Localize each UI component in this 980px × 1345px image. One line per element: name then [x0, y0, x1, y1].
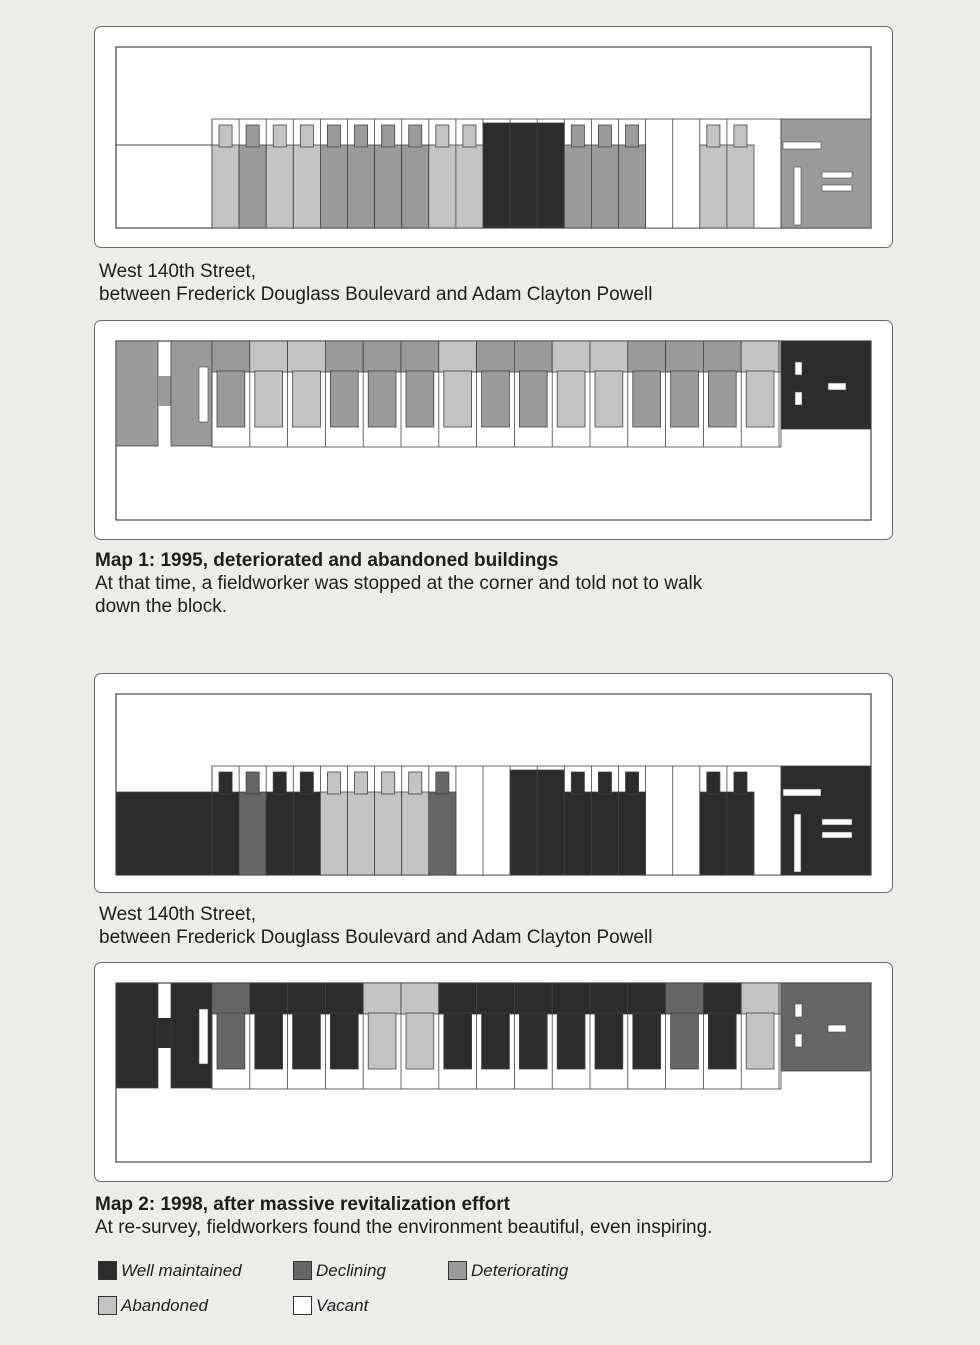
map1-south-panel — [94, 320, 893, 540]
map2-title: Map 2: 1998, after massive revitalization effort — [95, 1194, 510, 1215]
building-extension — [463, 125, 476, 147]
courtyard-slot — [828, 383, 846, 390]
building-extension — [219, 125, 232, 147]
building — [325, 341, 363, 372]
building-extension — [406, 371, 434, 427]
building-extension — [734, 772, 747, 794]
building — [348, 145, 375, 228]
building — [212, 983, 250, 1014]
street-label-line1: West 140th Street, — [99, 261, 257, 282]
building — [239, 792, 266, 875]
building — [212, 341, 250, 372]
building — [514, 341, 552, 372]
building — [348, 792, 375, 875]
courtyard-slot — [822, 819, 852, 825]
courtyard-slot — [199, 1009, 208, 1064]
legend-declining — [293, 1260, 386, 1282]
building — [591, 792, 618, 875]
building — [741, 983, 779, 1014]
building — [727, 145, 754, 228]
building — [590, 341, 628, 372]
legend-swatch-deteriorating — [448, 1261, 467, 1280]
building — [727, 792, 754, 875]
building — [537, 770, 564, 875]
building — [401, 983, 439, 1014]
building-extension — [734, 125, 747, 147]
building-extension — [671, 1013, 699, 1069]
legend-swatch-well — [98, 1261, 117, 1280]
legend-swatch-declining — [293, 1261, 312, 1280]
building-extension — [633, 1013, 661, 1069]
building — [741, 341, 779, 372]
map2-caption — [95, 1193, 712, 1239]
west-corner-building — [158, 376, 171, 406]
courtyard-slot — [828, 1025, 846, 1032]
courtyard-slot — [795, 362, 802, 375]
building-extension — [217, 371, 245, 427]
building — [619, 145, 646, 228]
courtyard-slot — [783, 789, 821, 796]
building — [456, 145, 483, 228]
building-extension — [444, 1013, 472, 1069]
building — [477, 341, 515, 372]
legend-label: Well maintained — [121, 1261, 242, 1280]
map2-south-blockface — [95, 963, 892, 1181]
building-extension — [293, 1013, 321, 1069]
building — [288, 341, 326, 372]
building-extension — [355, 772, 368, 794]
building-extension — [327, 125, 340, 147]
building-extension — [707, 772, 720, 794]
building — [439, 983, 477, 1014]
building-extension — [595, 371, 623, 427]
building — [320, 145, 347, 228]
map1-title: Map 1: 1995, deteriorated and abandoned buildings — [95, 550, 559, 571]
building-extension — [557, 371, 585, 427]
courtyard-slot — [783, 142, 821, 149]
building-extension — [406, 1013, 434, 1069]
building — [564, 145, 591, 228]
courtyard-slot — [822, 172, 852, 178]
building — [591, 145, 618, 228]
west-corner-lot — [116, 792, 212, 875]
east-corner-building — [781, 341, 871, 429]
building-extension — [327, 772, 340, 794]
building-extension — [557, 1013, 585, 1069]
map2-south-panel — [94, 962, 893, 1182]
building-extension — [255, 371, 283, 427]
building — [325, 983, 363, 1014]
street-label-line2: between Frederick Douglass Boulevard and Adam Clayton Powell — [99, 284, 653, 305]
courtyard-slot — [822, 185, 852, 191]
building — [700, 145, 727, 228]
building-extension — [746, 1013, 774, 1069]
building-extension — [708, 371, 736, 427]
building — [402, 792, 429, 875]
west-corner-building — [116, 983, 158, 1088]
map1-street-label — [99, 260, 652, 306]
building-extension — [409, 772, 422, 794]
building — [288, 983, 326, 1014]
building-extension — [293, 371, 321, 427]
building-extension — [707, 125, 720, 147]
building-extension — [598, 125, 611, 147]
building-extension — [217, 1013, 245, 1069]
building — [212, 145, 239, 228]
building — [212, 792, 239, 875]
building-extension — [273, 772, 286, 794]
building — [483, 123, 510, 228]
building-extension — [436, 125, 449, 147]
map1-desc-line1: At that time, a fieldworker was stopped at the corner and told not to walk — [95, 573, 703, 594]
building — [628, 983, 666, 1014]
building-extension — [300, 125, 313, 147]
building-extension — [444, 371, 472, 427]
building-extension — [219, 772, 232, 794]
building-extension — [633, 371, 661, 427]
building — [320, 792, 347, 875]
building — [250, 983, 288, 1014]
map2-street-label — [99, 903, 652, 949]
building — [552, 983, 590, 1014]
west-corner-building — [158, 1018, 171, 1048]
building — [375, 792, 402, 875]
building — [363, 983, 401, 1014]
courtyard-slot — [794, 167, 801, 225]
building — [510, 123, 537, 228]
building — [429, 792, 456, 875]
legend-vacant — [293, 1295, 368, 1317]
building — [250, 341, 288, 372]
building-extension — [330, 371, 358, 427]
map2-north-blockface — [95, 674, 892, 892]
building — [703, 983, 741, 1014]
building-extension — [519, 371, 547, 427]
courtyard-slot — [794, 814, 801, 872]
building-extension — [368, 1013, 396, 1069]
building — [510, 770, 537, 875]
legend-label: Abandoned — [121, 1296, 208, 1315]
building-extension — [708, 1013, 736, 1069]
building-extension — [571, 772, 584, 794]
legend-label: Vacant — [316, 1296, 369, 1315]
building-extension — [482, 1013, 510, 1069]
building — [363, 341, 401, 372]
map2-desc-line1: At re-survey, fieldworkers found the environment beautiful, even inspiring. — [95, 1217, 713, 1238]
building-extension — [246, 772, 259, 794]
building — [239, 145, 266, 228]
building — [628, 341, 666, 372]
building — [429, 145, 456, 228]
building — [703, 341, 741, 372]
building-extension — [368, 371, 396, 427]
building-extension — [382, 772, 395, 794]
building — [401, 341, 439, 372]
legend-swatch-vacant — [293, 1296, 312, 1315]
building-extension — [255, 1013, 283, 1069]
map1-caption — [95, 549, 702, 618]
building-extension — [273, 125, 286, 147]
legend-abandoned — [98, 1295, 208, 1317]
building — [564, 792, 591, 875]
legend-deteriorating — [448, 1260, 568, 1282]
legend-swatch-abandoned — [98, 1296, 117, 1315]
building-extension — [330, 1013, 358, 1069]
street-label-line2: between Frederick Douglass Boulevard and Adam Clayton Powell — [99, 927, 653, 948]
building-extension — [746, 371, 774, 427]
courtyard-slot — [795, 392, 802, 405]
building-extension — [246, 125, 259, 147]
building — [590, 983, 628, 1014]
legend-label: Declining — [316, 1261, 386, 1280]
street-label-line1: West 140th Street, — [99, 904, 257, 925]
building-extension — [626, 125, 639, 147]
building — [537, 123, 564, 228]
building-extension — [598, 772, 611, 794]
building-extension — [519, 1013, 547, 1069]
building — [402, 145, 429, 228]
building-extension — [482, 371, 510, 427]
building — [666, 341, 704, 372]
west-corner-building — [116, 341, 158, 446]
building-extension — [436, 772, 449, 794]
courtyard-slot — [822, 832, 852, 838]
building — [666, 983, 704, 1014]
courtyard-slot — [795, 1034, 802, 1047]
map2-north-panel — [94, 673, 893, 893]
building — [293, 145, 320, 228]
building-extension — [409, 125, 422, 147]
building — [439, 341, 477, 372]
building-extension — [671, 371, 699, 427]
map1-north-panel — [94, 26, 893, 248]
building — [477, 983, 515, 1014]
map1-north-blockface — [95, 27, 892, 247]
building-extension — [595, 1013, 623, 1069]
building — [375, 145, 402, 228]
building — [700, 792, 727, 875]
building — [266, 792, 293, 875]
building — [266, 145, 293, 228]
legend-label: Deteriorating — [471, 1261, 569, 1280]
map1-south-blockface — [95, 321, 892, 539]
map1-desc-line2: down the block. — [95, 596, 228, 617]
building — [552, 341, 590, 372]
building-extension — [626, 772, 639, 794]
building-extension — [382, 125, 395, 147]
building-extension — [355, 125, 368, 147]
building — [514, 983, 552, 1014]
building-extension — [300, 772, 313, 794]
building — [293, 792, 320, 875]
building-extension — [571, 125, 584, 147]
building — [619, 792, 646, 875]
courtyard-slot — [795, 1004, 802, 1017]
legend-well-maintained — [98, 1260, 242, 1282]
east-corner-building — [781, 983, 871, 1071]
courtyard-slot — [199, 367, 208, 422]
